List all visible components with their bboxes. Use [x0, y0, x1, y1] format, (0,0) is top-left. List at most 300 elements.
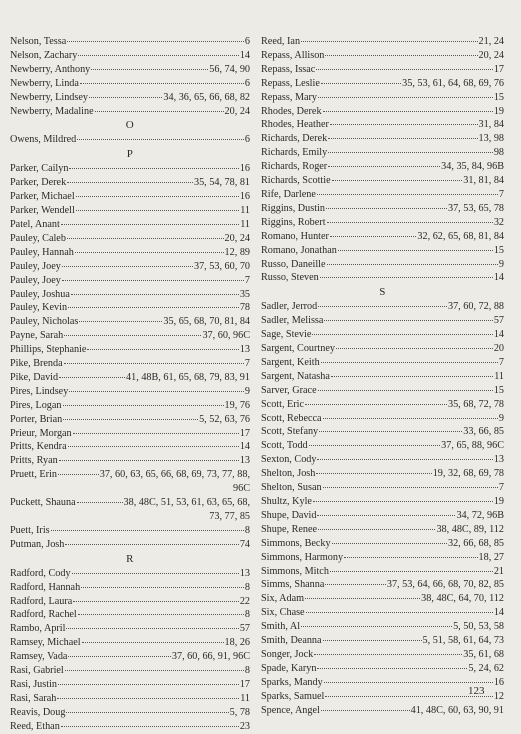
dot-leader — [69, 168, 238, 169]
dot-leader — [328, 152, 493, 153]
entry-name: Spence, Angel — [261, 704, 320, 716]
index-entry — [261, 91, 504, 105]
index-entry — [261, 509, 504, 523]
index-entry — [10, 650, 250, 664]
index-entry — [261, 606, 504, 620]
entry-name: Rasi, Sarah — [10, 692, 57, 704]
dot-leader — [89, 97, 162, 98]
entry-name: Rife, Darlene — [261, 188, 316, 200]
entry-pages: 35 — [239, 288, 250, 300]
dot-leader — [330, 236, 417, 237]
entry-name: Riggins, Robert — [261, 216, 326, 228]
entry-name: Phillips, Stephanie — [10, 344, 87, 356]
entry-pages: 8 — [244, 665, 250, 677]
entry-pages: 11 — [240, 692, 250, 704]
index-entry — [261, 174, 504, 188]
index-entry — [10, 496, 250, 510]
entry-name: Pauley, Joey — [10, 260, 61, 272]
index-entry — [10, 49, 250, 63]
entry-pages: 13 — [239, 344, 250, 356]
index-entry — [10, 595, 250, 609]
entry-name: Six, Adam — [261, 593, 305, 605]
entry-name: Newberry, Linda — [10, 77, 79, 89]
entry-name: Richards, Derek — [261, 133, 328, 145]
entry-pages: 6 — [244, 77, 250, 89]
index-entry — [261, 425, 504, 439]
dot-leader — [57, 698, 239, 699]
dot-leader — [317, 459, 492, 460]
entry-pages: 11 — [494, 370, 504, 382]
index-entry — [10, 636, 250, 650]
index-entry — [261, 146, 504, 160]
dot-leader — [63, 419, 198, 420]
entry-pages: 31, 81, 84 — [463, 175, 504, 187]
dot-leader — [313, 501, 493, 502]
entry-pages: 17 — [493, 63, 504, 75]
dot-leader — [330, 124, 478, 125]
dot-leader — [76, 210, 239, 211]
dot-leader — [77, 502, 123, 503]
index-entry — [10, 63, 250, 77]
entry-name: Sadler, Jerrod — [261, 301, 318, 313]
entry-pages: 5, 52, 63, 76 — [199, 413, 250, 425]
entry-pages: 32, 62, 65, 68, 81, 84 — [417, 230, 504, 242]
entry-pages: 12, 89 — [224, 246, 250, 258]
index-entry — [261, 384, 504, 398]
entry-pages: 20, 24 — [224, 232, 250, 244]
index-entry — [10, 468, 250, 482]
index-entry — [261, 188, 504, 202]
entry-pages: 15 — [493, 91, 504, 103]
index-entry — [261, 662, 504, 676]
entry-name: Nelson, Tessa — [10, 36, 67, 47]
index-entry — [10, 385, 250, 399]
entry-pages: 33, 66, 85 — [463, 426, 504, 438]
dot-leader — [78, 55, 238, 56]
entry-pages: 57 — [239, 623, 250, 635]
entry-name: Sparks, Samuel — [261, 690, 325, 702]
entry-pages: 41, 48B, 61, 65, 68, 79, 83, 91 — [126, 371, 250, 383]
dot-leader — [51, 530, 244, 531]
dot-leader — [332, 543, 447, 544]
dot-leader — [305, 598, 420, 599]
entry-name: Puett, Iris — [10, 524, 50, 536]
index-entry — [10, 581, 250, 595]
index-entry — [10, 357, 250, 371]
index-entry — [10, 190, 250, 204]
entry-pages: 14 — [493, 272, 504, 284]
dot-leader — [67, 182, 193, 183]
entry-name: Reed, Ian — [261, 36, 301, 47]
entry-name: Sargent, Courtney — [261, 343, 335, 355]
index-entry — [10, 274, 250, 288]
dot-leader — [91, 69, 208, 70]
index-entry — [10, 105, 250, 119]
entry-name: Pritts, Ryan — [10, 455, 58, 467]
index-entry — [261, 481, 504, 495]
dot-leader — [330, 571, 493, 572]
dot-leader — [321, 362, 498, 363]
index-entry — [261, 439, 504, 453]
entry-name: Owens, Mildred — [10, 134, 77, 146]
entry-name: Six, Chase — [261, 607, 305, 619]
entry-pages: 5, 78 — [229, 706, 250, 718]
index-entry — [10, 706, 250, 720]
entry-name: Repass, Leslie — [261, 77, 320, 89]
entry-pages: 20, 24 — [478, 49, 504, 61]
index-entry — [261, 300, 504, 314]
entry-pages: 14 — [493, 329, 504, 341]
entry-pages: 20, 24 — [224, 105, 250, 117]
dot-leader — [301, 626, 452, 627]
entry-name: Simms, Shanna — [261, 579, 325, 591]
entry-name: Songer, Jock — [261, 648, 314, 660]
entry-name: Rhodes, Heather — [261, 119, 329, 131]
entry-pages: 8 — [244, 581, 250, 593]
entry-name: Putman, Josh — [10, 538, 65, 550]
entry-pages: 13 — [239, 455, 250, 467]
entry-pages: 15 — [493, 384, 504, 396]
index-entry — [10, 399, 250, 413]
entry-pages: 57 — [493, 315, 504, 327]
entry-pages: 19, 32, 68, 69, 78 — [432, 468, 504, 480]
entry-name: Pauley, Kevin — [10, 302, 68, 314]
index-entry — [10, 260, 250, 274]
entry-pages: 41, 48C, 60, 63, 90, 91 — [410, 704, 504, 716]
index-entry — [10, 371, 250, 385]
entry-name: Simmons, Becky — [261, 537, 331, 549]
index-entry — [261, 551, 504, 565]
index-entry — [261, 704, 504, 718]
entry-name: Romano, Jonathan — [261, 244, 337, 256]
index-entry — [10, 608, 250, 622]
dot-leader — [75, 252, 224, 253]
entry-pages: 13, 98 — [478, 133, 504, 145]
entry-pages: 32 — [493, 216, 504, 228]
entry-pages: 37, 53, 65, 78 — [447, 202, 504, 214]
entry-name: Pruett, Erin — [10, 469, 57, 481]
dot-leader — [64, 335, 201, 336]
dot-leader — [328, 166, 440, 167]
entry-name: Scott, Eric — [261, 398, 305, 410]
index-entry — [261, 648, 504, 662]
dot-leader — [309, 445, 441, 446]
dot-leader — [73, 433, 239, 434]
index-entry — [261, 523, 504, 537]
entry-name: Simmons, Harmony — [261, 551, 344, 563]
index-entry — [10, 315, 250, 329]
index-entry — [10, 524, 250, 538]
entry-name: Radford, Hannah — [10, 581, 81, 593]
entry-pages: 14 — [239, 49, 250, 61]
index-entry — [261, 620, 504, 634]
entry-pages: 56, 74, 90 — [209, 63, 250, 75]
entry-name: Rambo, April — [10, 623, 66, 635]
entry-name: Radford, Cody — [10, 567, 71, 579]
entry-pages: 16 — [239, 163, 250, 175]
entry-pages: 35, 61, 68 — [463, 648, 504, 660]
entry-pages: 74 — [239, 538, 250, 550]
entry-pages: 35, 68, 72, 78 — [447, 398, 504, 410]
index-entry — [261, 565, 504, 579]
entry-name: Repass, Mary — [261, 91, 318, 103]
index-entry — [261, 578, 504, 592]
dot-leader — [316, 69, 492, 70]
entry-name: Puckett, Shauna — [10, 497, 76, 509]
dot-leader — [314, 654, 462, 655]
dot-leader — [325, 584, 385, 585]
entry-name: Sage, Stevie — [261, 329, 312, 341]
index-entry — [261, 118, 504, 132]
entry-name: Repass, Allison — [261, 49, 325, 61]
dot-leader — [305, 404, 447, 405]
dot-leader — [59, 460, 239, 461]
entry-name: Ramsey, Michael — [10, 637, 81, 649]
entry-pages: 37, 53, 60, 70 — [193, 260, 250, 272]
dot-leader — [68, 656, 170, 657]
entry-pages: 31, 84 — [478, 119, 504, 131]
dot-leader — [63, 405, 224, 406]
entry-pages-continued: 73, 77, 85 — [209, 511, 250, 522]
entry-pages: 21 — [493, 565, 504, 577]
index-entry — [261, 63, 504, 77]
entry-name: Reed, Ethan — [10, 720, 60, 732]
dot-leader — [67, 41, 244, 42]
dot-leader — [324, 320, 492, 321]
index-entry — [261, 105, 504, 119]
entry-name: Shelton, Susan — [261, 482, 322, 494]
entry-pages: 5, 24, 62 — [468, 662, 504, 674]
dot-leader — [61, 224, 239, 225]
entry-name: Scott, Stefany — [261, 426, 319, 438]
dot-leader — [317, 194, 498, 195]
index-entry — [10, 301, 250, 315]
entry-pages: 38, 48C, 89, 112 — [436, 523, 504, 535]
entry-name: Shupe, Renee — [261, 523, 318, 535]
entry-name: Ramsey, Vada — [10, 651, 68, 663]
entry-pages: 7 — [498, 356, 504, 368]
dot-leader — [71, 294, 239, 295]
entry-pages: 35, 54, 78, 81 — [193, 177, 250, 189]
entry-pages: 22 — [239, 595, 250, 607]
entry-name: Patel, Anant — [10, 218, 60, 230]
entry-name: Parker, Derek — [10, 177, 67, 189]
entry-name: Payne, Sarah — [10, 330, 64, 342]
entry-pages: 9 — [498, 412, 504, 424]
entry-name: Pires, Lindsey — [10, 385, 69, 397]
index-entry — [10, 454, 250, 468]
index-entry — [261, 412, 504, 426]
entry-pages-continued: 96C — [233, 483, 250, 495]
index-entry — [261, 314, 504, 328]
entry-name: Sadler, Melissa — [261, 315, 324, 327]
entry-pages: 20 — [493, 343, 504, 355]
entry-name: Spade, Karyn — [261, 662, 317, 674]
index-entry — [10, 692, 250, 706]
dot-leader — [317, 515, 455, 516]
entry-pages: 32, 66, 68, 85 — [447, 537, 504, 549]
index-entry — [261, 398, 504, 412]
entry-name: Rasi, Justin — [10, 678, 57, 690]
index-entry — [261, 230, 504, 244]
index-entry — [10, 329, 250, 343]
entry-name: Pires, Logan — [10, 399, 62, 411]
dot-leader — [61, 726, 239, 727]
entry-pages: 5, 50, 53, 58 — [453, 621, 504, 633]
dot-leader — [68, 307, 239, 308]
entry-name: Repass, Issac — [261, 63, 316, 75]
entry-pages: 13 — [239, 567, 250, 579]
index-entry — [10, 232, 250, 246]
entry-pages: 34, 35, 84, 96B — [441, 161, 504, 173]
entry-name: Rhodes, Derek — [261, 105, 322, 117]
dot-leader — [325, 55, 477, 56]
entry-name: Russo, Steven — [261, 272, 319, 284]
entry-name: Pike, Brenda — [10, 358, 63, 370]
entry-pages: 34, 36, 65, 66, 68, 82 — [163, 91, 250, 103]
entry-pages: 35, 53, 61, 64, 68, 69, 76 — [402, 77, 504, 89]
dot-leader — [316, 473, 431, 474]
entry-pages: 98 — [493, 147, 504, 159]
entry-pages: 14 — [493, 607, 504, 619]
entry-pages: 6 — [244, 134, 250, 146]
index-entry — [261, 356, 504, 370]
index-entry — [261, 537, 504, 551]
index-entry — [261, 271, 504, 285]
section-letter: P — [126, 148, 134, 161]
entry-name: Pauley, Hannah — [10, 246, 74, 258]
entry-pages: 18, 26 — [224, 637, 250, 649]
entry-pages: 17 — [239, 427, 250, 439]
index-entry — [10, 567, 250, 581]
entry-name: Pauley, Nicholas — [10, 316, 79, 328]
index-entry — [10, 91, 250, 105]
entry-pages: 8 — [244, 524, 250, 536]
index-entry — [261, 634, 504, 648]
index-entry — [261, 216, 504, 230]
entry-name: Pauley, Joshua — [10, 288, 70, 300]
entry-name: Shultz, Kyle — [261, 496, 312, 507]
index-entry — [261, 342, 504, 356]
entry-pages: 37, 60, 63, 65, 66, 68, 69, 73, 77, 88, — [99, 469, 250, 481]
dot-leader — [301, 41, 477, 42]
index-entry — [10, 176, 250, 190]
entry-name: Sparks, Mandy — [261, 676, 323, 688]
entry-name: Porter, Brian — [10, 413, 63, 425]
index-entry — [10, 538, 250, 552]
index-entry — [261, 467, 504, 481]
entry-pages: 17 — [239, 678, 250, 690]
entry-name: Newberry, Lindsey — [10, 91, 88, 103]
entry-name: Sexton, Cody — [261, 454, 317, 466]
entry-name: Newberry, Madaline — [10, 105, 94, 117]
entry-name: Nelson, Zachary — [10, 49, 78, 61]
index-entry — [261, 592, 504, 606]
dot-leader — [321, 83, 401, 84]
entry-pages: 8 — [244, 609, 250, 621]
index-entry — [261, 370, 504, 384]
index-entry — [10, 440, 250, 454]
dot-leader — [76, 196, 239, 197]
index-entry — [261, 328, 504, 342]
dot-leader — [344, 557, 477, 558]
dot-leader — [318, 390, 493, 391]
dot-leader — [319, 431, 462, 432]
index-entry — [261, 258, 504, 272]
dot-leader — [78, 614, 244, 615]
index-entry — [10, 204, 250, 218]
dot-leader — [323, 640, 422, 641]
dot-leader — [79, 321, 162, 322]
entry-name: Pritts, Kendra — [10, 441, 67, 453]
entry-pages: 9 — [244, 385, 250, 397]
entry-name: Pauley, Joey — [10, 274, 61, 286]
entry-pages: 35, 65, 68, 70, 81, 84 — [163, 316, 250, 328]
entry-name: Newberry, Anthony — [10, 63, 91, 75]
index-entry — [10, 133, 250, 147]
entry-name: Shupe, David — [261, 509, 317, 521]
entry-pages: 37, 65, 88, 96C — [441, 440, 504, 452]
dot-leader — [324, 682, 493, 683]
entry-name: Radford, Rachel — [10, 609, 77, 621]
dot-leader — [327, 264, 498, 265]
entry-name: Richards, Emily — [261, 147, 328, 159]
entry-pages: 5, 51, 58, 61, 64, 73 — [422, 635, 504, 647]
index-entry — [261, 202, 504, 216]
dot-leader — [312, 334, 492, 335]
entry-pages: 37, 60, 66, 91, 96C — [171, 651, 250, 663]
dot-leader — [328, 138, 477, 139]
index-entry — [10, 288, 250, 302]
dot-leader — [59, 377, 125, 378]
entry-pages: 37, 53, 64, 66, 68, 70, 82, 85 — [386, 579, 504, 591]
index-column-right — [261, 35, 504, 718]
entry-pages: 19 — [493, 496, 504, 507]
entry-name: Sargent, Natasha — [261, 370, 330, 382]
dot-leader — [332, 180, 463, 181]
dot-leader — [326, 208, 447, 209]
entry-pages: 15 — [493, 244, 504, 256]
dot-leader — [68, 446, 239, 447]
section-letter: S — [379, 286, 386, 299]
dot-leader — [77, 139, 244, 140]
entry-name: Smith, Al — [261, 621, 301, 633]
dot-leader — [62, 266, 193, 267]
entry-pages: 34, 72, 96B — [456, 509, 504, 521]
dot-leader — [67, 238, 224, 239]
entry-pages: 19, 76 — [224, 399, 250, 411]
index-entry — [10, 162, 250, 176]
entry-name: Russo, Daneille — [261, 258, 326, 270]
entry-pages: 12 — [493, 690, 504, 702]
entry-name: Pauley, Caleb — [10, 232, 66, 244]
dot-leader — [66, 712, 228, 713]
dot-leader — [338, 250, 493, 251]
entry-pages: 16 — [493, 676, 504, 688]
dot-leader — [58, 684, 239, 685]
dot-leader — [81, 587, 244, 588]
entry-pages: 7 — [498, 482, 504, 494]
index-entry — [261, 244, 504, 258]
index-entry — [10, 413, 250, 427]
dot-leader — [323, 418, 498, 419]
index-entry — [10, 218, 250, 232]
entry-name: Romano, Hunter — [261, 230, 329, 242]
dot-leader — [317, 668, 467, 669]
dot-leader — [66, 628, 238, 629]
dot-leader — [58, 474, 99, 475]
entry-name: Reavis, Doug — [10, 706, 66, 718]
